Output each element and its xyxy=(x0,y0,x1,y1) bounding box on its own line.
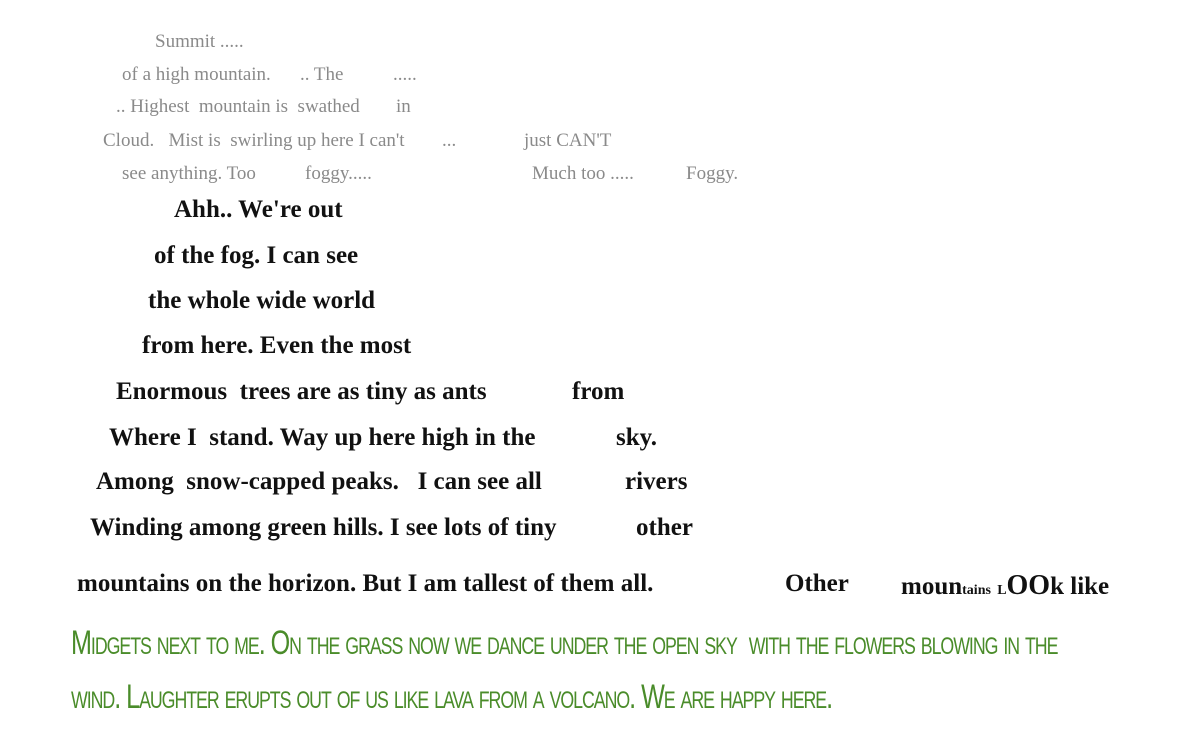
fog-line-1: Summit ..... xyxy=(155,31,244,52)
clear-line-4 xyxy=(142,332,411,360)
fog-line-2-part-c: ..... xyxy=(393,64,417,85)
letter-l-small: L xyxy=(997,583,1007,598)
word-tains-small: tains xyxy=(962,583,991,598)
word-k-like: k like xyxy=(1050,573,1110,600)
clear-line-4-emphasis: here. xyxy=(200,332,254,359)
mountain-line-other: Other xyxy=(785,570,849,597)
clear-line-6-part-b: sky. xyxy=(616,424,658,451)
fog-line-5-part-d: Foggy. xyxy=(686,163,739,184)
clear-line-2-emphasis: fog. xyxy=(220,242,261,269)
clear-line-8-part-a: Winding among green hills. I see lots of tiny xyxy=(90,514,557,541)
clear-line-7-part-b: rivers xyxy=(625,468,688,495)
fog-line-4-part-b: ... xyxy=(442,130,457,151)
clear-line-1: Ahh.. We're out xyxy=(174,196,343,223)
clear-line-3-part-c: le wide world xyxy=(232,287,376,314)
fog-line-5-part-c: Much too ..... xyxy=(532,163,634,184)
fog-line-5-part-a: see anything. Too xyxy=(122,163,256,184)
clear-line-3 xyxy=(148,287,375,315)
fog-line-3-part-b: in xyxy=(396,96,411,117)
word-moun: moun xyxy=(901,573,963,600)
clear-line-4-part-c: Even the most xyxy=(253,332,412,359)
clear-line-3-part-a: the wh xyxy=(148,287,220,314)
fog-line-3-part-a: .. Highest mountain is swathed xyxy=(116,96,360,117)
clear-line-8-part-b: other xyxy=(636,514,693,541)
meadow-line-1: Midgets next to me. On the grass now we dance under the open sky with the flowers blowing in the xyxy=(71,624,1058,662)
fog-line-2-part-a: of a high mountain. xyxy=(122,64,271,85)
fog-line-2-part-b: .. The xyxy=(300,64,344,85)
mountain-line-look-like xyxy=(901,570,1109,602)
clear-line-5-part-b: from xyxy=(572,378,625,405)
clear-line-2-part-a: of the xyxy=(154,242,221,269)
clear-line-4-part-a: from xyxy=(142,332,201,359)
clear-line-6-part-a: Where I stand. Way up here high in the xyxy=(109,424,536,451)
letters-oo-big: OO xyxy=(1006,570,1051,601)
clear-line-3-emphasis: o xyxy=(219,287,233,314)
clear-line-7-part-a: Among snow-capped peaks. I can see all xyxy=(96,468,542,495)
fog-line-4-part-c: just CAN'T xyxy=(524,130,612,151)
fog-line-5-part-b: foggy..... xyxy=(305,163,372,184)
clear-line-5-part-a: Enormous trees are as tiny as ants xyxy=(116,378,487,405)
meadow-line-2: wind. Laughter erupts out of us like lava from a volcano. We are happy here. xyxy=(71,678,833,716)
clear-line-2 xyxy=(154,242,358,270)
clear-line-2-part-c: I can see xyxy=(260,242,359,269)
mountain-line-main: mountains on the horizon. But I am tallest of them all. xyxy=(77,570,654,597)
fog-line-4-part-a: Cloud. Mist is swirling up here I can't xyxy=(103,130,405,151)
